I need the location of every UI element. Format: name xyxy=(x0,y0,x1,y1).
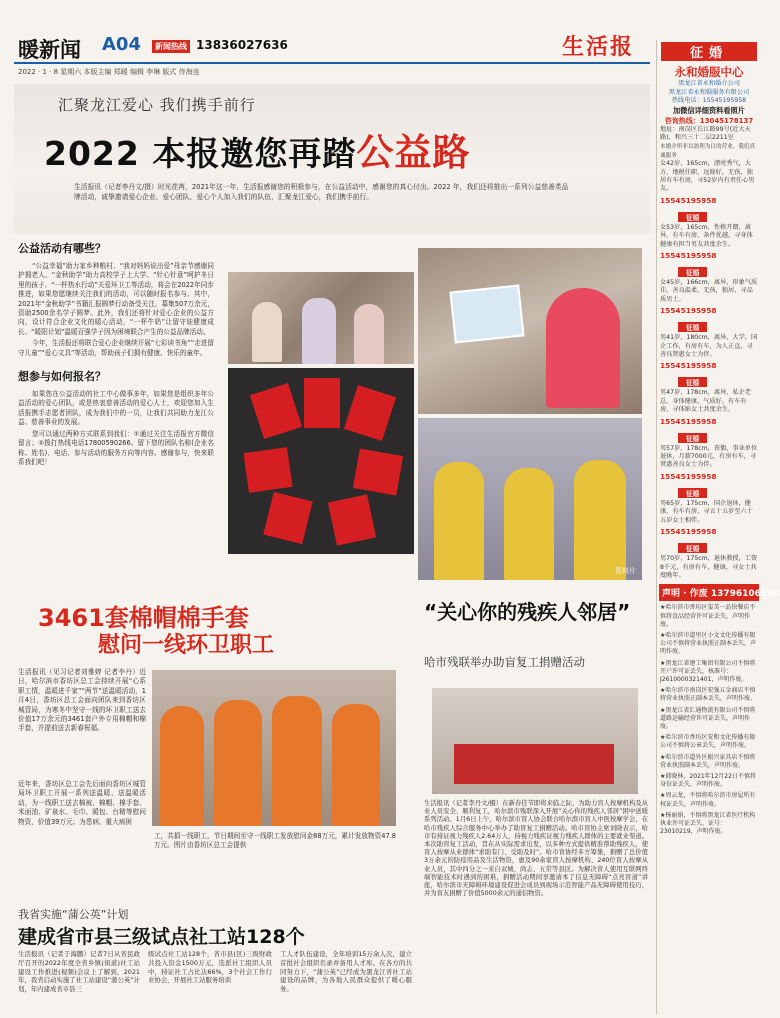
hats-body-1: 生活报讯（见习记者刘雅婷 记者李丹）近日，哈尔滨市香坊区总工会持续开展“心系职工情，温暖进千家”“两节”送温暖活动，1月4日，香坊区总工会面向团队来到香坊区城管局，为寒冬中坚守一线的环卫职工送去价值17万余元的3461套户外专用棉帽和棉手套，并提前送去新春祝福。 xyxy=(18,668,146,733)
hats-subhead: 慰问一线环卫职工 xyxy=(98,633,275,658)
workstation-col-2: 级试点社工站128个，省市县(区)三级财政共投入资金1500万元，选派社工组织人员中，持证社工占比达66%，3个社会工作行业协会，开展社工站服务培训 xyxy=(148,950,272,985)
classifieds-column xyxy=(656,40,780,1014)
page-number: A04 xyxy=(102,34,141,55)
photo-figure-2 xyxy=(302,298,336,364)
lead-intro: 生活报讯（记者李丹文/摄）时光荏苒，2021年这一年，生活报感谢您的积极参与，在公益活动中，感谢您的真心付出。2022 年，我们还将推出一系列公益慈善类品牌活动，诚挚邀请爱心企业、爱心团队、爱心个人加入我们的队伍，汇聚龙江爱心，我们携手前行。 xyxy=(74,183,569,201)
lead-headline-main: 2022 本报邀您再踏 xyxy=(44,134,357,173)
notice-item: ★哈尔滨市道外区振兴家具店不慎将营业执照副本丢失，声明作废。 xyxy=(660,753,756,769)
workstation-headline: 建成省市县三级试点社工站128个 xyxy=(18,926,305,948)
notice-title: 声明 · 作废 xyxy=(662,589,708,600)
photo-glove-2 xyxy=(304,378,340,428)
photo-kids-books xyxy=(228,272,414,364)
disabled-body: 生活报讯（记者李丹文/摄）在新春佳节即将来临之际，为助力盲人按摩机构及从业人员安全、顺利复工，哈尔滨市残联深入开展“关心你的残疾人邻居”困中送暖系列活动。1月6日上午，哈尔滨市盲人协会联合哈尔滨市盲人中医按摩学会，在哈市残疾人综合服务中心举办了助盲复工捐赠活动。哈市盲协主席刘晓表示，哈市有持证视力残疾人2.64万人，持视力残疾证视力残疾人群体的主要就业渠道。本次助盲复工活动，旨在从实际需求出发，以多种方式提供精准帮助残疾人，使盲人按摩从业群体“求助有门、受助及时”。哈市盲协经多方筹集，捐赠了总价值3万余元的防疫用品及生活物资，惠及90余家盲人按摩机构、240位盲人按摩从业人员，其中四分之一来自双城、尚志、五常等县区。为解决盲人使用互联网终端智能技术时遇到的困难，捐赠活动期间享邀请本了信息无障碍“点亮盲道”讲座，哈尔滨市无障碍环境建设促进会成员到现场示范智能产品无障碍使用技巧，并为盲友捐赠了价值5000余元的通信物资。 xyxy=(424,800,648,898)
disabled-headline: “关心你的残疾人邻居” xyxy=(424,600,631,624)
photo-red-knitwear xyxy=(228,368,414,554)
masthead-rule xyxy=(14,62,650,64)
photo-poster xyxy=(449,284,524,343)
photo-figure-3 xyxy=(354,304,384,364)
classified-item xyxy=(660,481,758,536)
classified-item xyxy=(660,205,758,260)
photo-credit: 资料片 xyxy=(615,567,636,575)
photo-donation-event xyxy=(432,688,638,794)
classified-item-text: 男57岁，178cm，丧偶，事业单位退休，月薪7000元，有房有车，寻贤惠善良女士为伴。 xyxy=(660,444,758,469)
newspaper-logo: 生活报 xyxy=(562,34,635,60)
classified-item-tag: 征婚 xyxy=(678,212,707,222)
classified-item-tag: 征婚 xyxy=(678,322,707,332)
agency-address: 地址：南岗区长江路99号(近大天路)，和兴三十二层2211室 xyxy=(660,125,751,142)
workstation-col-1: 生活报讯（记者于海鹏）记者7日从省民政厅召开的2022年度全省乡镇(街道)社工站建设工作推进(视频)会议上了解到，2021年，我省启动实施了社工站建设“蒲公英”计划，年内建成省市县三 xyxy=(18,950,140,994)
classified-item xyxy=(660,315,758,370)
notice-item: ★韩晓林，2021年12月22日不慎将身份证丢失，声明作废。 xyxy=(660,772,756,789)
classified-item-text: 男65岁，175cm，国企退休，健康，有车有房，寻五十五岁至六十五岁女士相伴。 xyxy=(660,499,753,524)
photo-glove-4 xyxy=(243,447,292,493)
classified-list xyxy=(657,160,761,580)
notice-item: ★杨丽娟，不慎将黑龙江省医疗机构执业许可证丢失，证号：23010219，声明作废。 xyxy=(660,811,756,836)
classified-item xyxy=(660,260,758,315)
agency-addr-2: 黑龙江省永和婚服务有限公司 xyxy=(668,88,750,96)
photo-worker-3 xyxy=(272,696,322,826)
classified-item-tel: 15545195958 xyxy=(660,361,717,371)
notice-list xyxy=(657,604,761,836)
hats-caption: 工，共捐一线职工，节日期间至守一线职工发放慰问金88万元，累计发放物资47.8万元。图片由香坊区总工会提供 xyxy=(154,832,396,850)
notice-header xyxy=(659,584,780,601)
photo-donation-boxes xyxy=(454,744,614,784)
activities-para-1: “公益幸福”助力家乡种粮村、“我对妈妈说出爱”母亲节感谢同护拥老人、“金秋助学”助力高校学子上大学、“针心针意”呵护冬日里的孩子、“一杯热水行动”关爱环卫工等活动，将会在2022年同步推进，如果您愿继续关注我们的活动，可以随时报名参与。其中，2021年“金秋助学”书籍汇报圆梦行动备受关注，募集507万余元，资助2500余名学子圆梦。此外，我们还将针对爱心企业的公益方向，设计符合企业文化的暖心活动，“一杯牛奶”让留守娃健康成长、“暖阳计划”温暖百强学子因为困境联合产生的公益品牌活动。 xyxy=(18,262,214,336)
classified-item xyxy=(660,160,758,205)
workstation-kicker: 我省实施“蒲公英”计划 xyxy=(18,908,129,921)
classifieds-title: 征婚 xyxy=(661,42,757,61)
notice-item: ★哈尔滨市道里区小文文化传播有限公司不慎将营业执照正副本丢失，声明作废。 xyxy=(660,631,757,656)
classified-item-tel: 15545195958 xyxy=(660,251,717,260)
classified-item-text: 男41岁，180cm，离异，大学，国企工作，有房有车，为人正直，寻善良贤惠女士为伴。 xyxy=(660,334,758,359)
hats-article xyxy=(14,590,416,900)
agency-phones: 咨询热线：13045178137 xyxy=(664,116,754,125)
classified-item-tag: 征婚 xyxy=(678,377,707,387)
signup-para-2: 您可以通过两种方式联系到我们：①通过关注生活报官方微信留言；②拨打热线电话17800590266。留下您的团队名称(企业名称、姓名)、电话、参与活动的服务方向等内容。感谢参与，快来联系我们吧！ xyxy=(18,429,214,466)
photo-figure-1 xyxy=(252,302,282,362)
hotline-label: 新闻热线 xyxy=(152,40,190,53)
activities-para-2: 今年，生活报还将联合爱心企业继续开展“七彩读书角”“走进留守儿童”“爱心文具”等活动，帮助孩子们拥有健康、快乐的童年。 xyxy=(18,339,214,357)
classified-item-tel: 15545195958 xyxy=(660,195,717,205)
photo-kid-3 xyxy=(574,460,626,580)
lead-kicker: 汇聚龙江爱心 我们携手前行 xyxy=(58,96,256,114)
photo-worker-2 xyxy=(214,700,262,826)
hats-headline-text: 套棉帽棉手套 xyxy=(104,604,249,632)
issue-meta: 2022 · 1 · 8 星期六 本版主编 郑暖 编辑 李琳 版式 佟海连 xyxy=(18,68,200,76)
classified-item-tel: 15545195958 xyxy=(660,527,717,537)
classified-item-text: 女53岁，165cm，性格开朗，离异，有车有房，条件优越，寻身体健康有担当男友共度余生。 xyxy=(660,223,753,248)
photo-girl-figure xyxy=(546,288,620,408)
classified-item xyxy=(660,536,758,580)
notice-tel: 13796106298 xyxy=(710,589,780,600)
photo-worker-1 xyxy=(160,706,204,826)
photo-glove-6 xyxy=(263,492,312,544)
notice-item: ★黑龙江省汇通物流有限公司不慎将道路运输经营许可证丢失，声明作废。 xyxy=(660,706,756,730)
photo-girl-volunteer xyxy=(418,248,642,414)
photo-glove-1 xyxy=(250,383,302,439)
disabled-subhead: 哈市残联举办助盲复工捐赠活动 xyxy=(424,655,585,669)
photo-glove-7 xyxy=(328,494,376,545)
hats-body-2: 近年来，香坊区总工会先后面向香坊区城管局环卫职工开展一系列送温暖、送温暖活动，为一线职工送去棉被、棉帽、棉手套、米面油、矿泉水、毛巾、暖包、台精等慰问物资，价值39万元；为患病、重大病困 xyxy=(18,780,146,826)
photo-kid-1 xyxy=(434,462,484,580)
classified-item-tag: 征婚 xyxy=(678,267,707,277)
agency-tel-line: 热线电话：15545195958 xyxy=(671,97,747,105)
notice-item: ★哈尔滨市香坊区安和文化传播有限公司不慎将公章丢失，声明作废。 xyxy=(660,734,756,750)
hats-headline-number: 3461 xyxy=(38,604,105,632)
hotline-number: 13836027636 xyxy=(196,38,288,52)
classified-item-text: 女45岁，166cm，离异，形象气质佳，善良温柔，无孩，独居，寻品质男士。 xyxy=(660,279,758,303)
signup-para-1: 如果您在公益活动的社工中心做事多年，如果您是组织多年公益活动的爱心团队，或是热衷慈善活动的爱心人士，欢迎您加入生活报携手志愿者团队，成为我们中的一员，让我们共同助力龙江公益、慈善事业的发展。 xyxy=(18,390,214,427)
notice-item: ★哈尔滨市南岗区宏强五金商店不慎将营业执照正副本丢失，声明作废。 xyxy=(660,687,757,703)
notice-item: ★周云龙，不慎将哈尔滨市房屋所有权证丢失，声明作废。 xyxy=(660,792,756,808)
classified-item xyxy=(660,426,758,481)
classified-item-tag: 征婚 xyxy=(678,543,707,553)
activities-heading: 公益活动有哪些？ xyxy=(18,242,106,255)
lead-banner xyxy=(14,84,650,234)
photo-kid-2 xyxy=(504,468,554,580)
notice-item: ★哈尔滨市香坊区玺美一品快餐店不慎将食品经营许可证丢失，声明作废。 xyxy=(660,604,756,628)
notice-item: ★黑龙江省建工集团有限公司不慎将开户许可证丢失，核准号：J2610000321401，声明作废。 xyxy=(660,659,756,683)
workstation-col-3: 工人才队伍建设，全年培训15万余人次，建立首批社会组织名录并备用人才库。在各方的共同努力下，“蒲公英”已经成为黑龙江省社工站建设的品牌，为各地人民群众提供了暖心服务。 xyxy=(280,950,412,994)
classified-item-tag: 征婚 xyxy=(678,488,707,498)
lead-headline xyxy=(44,122,470,176)
photo-glove-5 xyxy=(353,448,403,495)
photo-kids-vests xyxy=(418,418,642,580)
classified-item-text: 男70岁，175cm，退休教授，工资8千元，有房有车，健康，寻女士共度晚年。 xyxy=(660,555,758,579)
section-name: 暖新闻 xyxy=(18,37,81,62)
agency-addr-1: 黑龙江省永和婚介公司 xyxy=(678,80,740,87)
classified-item-text: 女42岁，165cm，漂亮秀气，大方，地税任职，远嫁好，无孩，独居有车有房，寻52岁内有责任心男友。 xyxy=(660,160,755,193)
classified-item-tel: 15545195958 xyxy=(660,416,717,426)
signup-heading: 想参与如何报名？ xyxy=(18,370,106,384)
classified-item-tag: 征婚 xyxy=(678,433,707,443)
agency-name: 永和婚服中心 xyxy=(674,65,744,79)
agency-note: 本婚介所非以盈利为目的营业，我们真诚服务 xyxy=(660,143,756,159)
agency-promo: 加微信详细资料看照片 xyxy=(673,105,745,115)
classified-item-tel: 15545195958 xyxy=(660,471,717,481)
activities-section xyxy=(18,240,214,467)
masthead xyxy=(14,28,650,80)
disabled-article xyxy=(424,600,648,900)
photo-worker-4 xyxy=(332,704,380,826)
classified-item xyxy=(660,370,758,425)
lead-headline-accent: 公益路 xyxy=(356,131,471,174)
workstation-article xyxy=(14,906,416,1014)
photo-sanitation-workers xyxy=(152,670,396,826)
photo-glove-3 xyxy=(344,385,396,441)
classified-item-tel: 15545195958 xyxy=(660,306,717,316)
classified-item-text: 男47岁，178cm，离异，私企老总，身体健康，气质好，有车有房，寻体贴女士共度余生。 xyxy=(660,389,751,414)
